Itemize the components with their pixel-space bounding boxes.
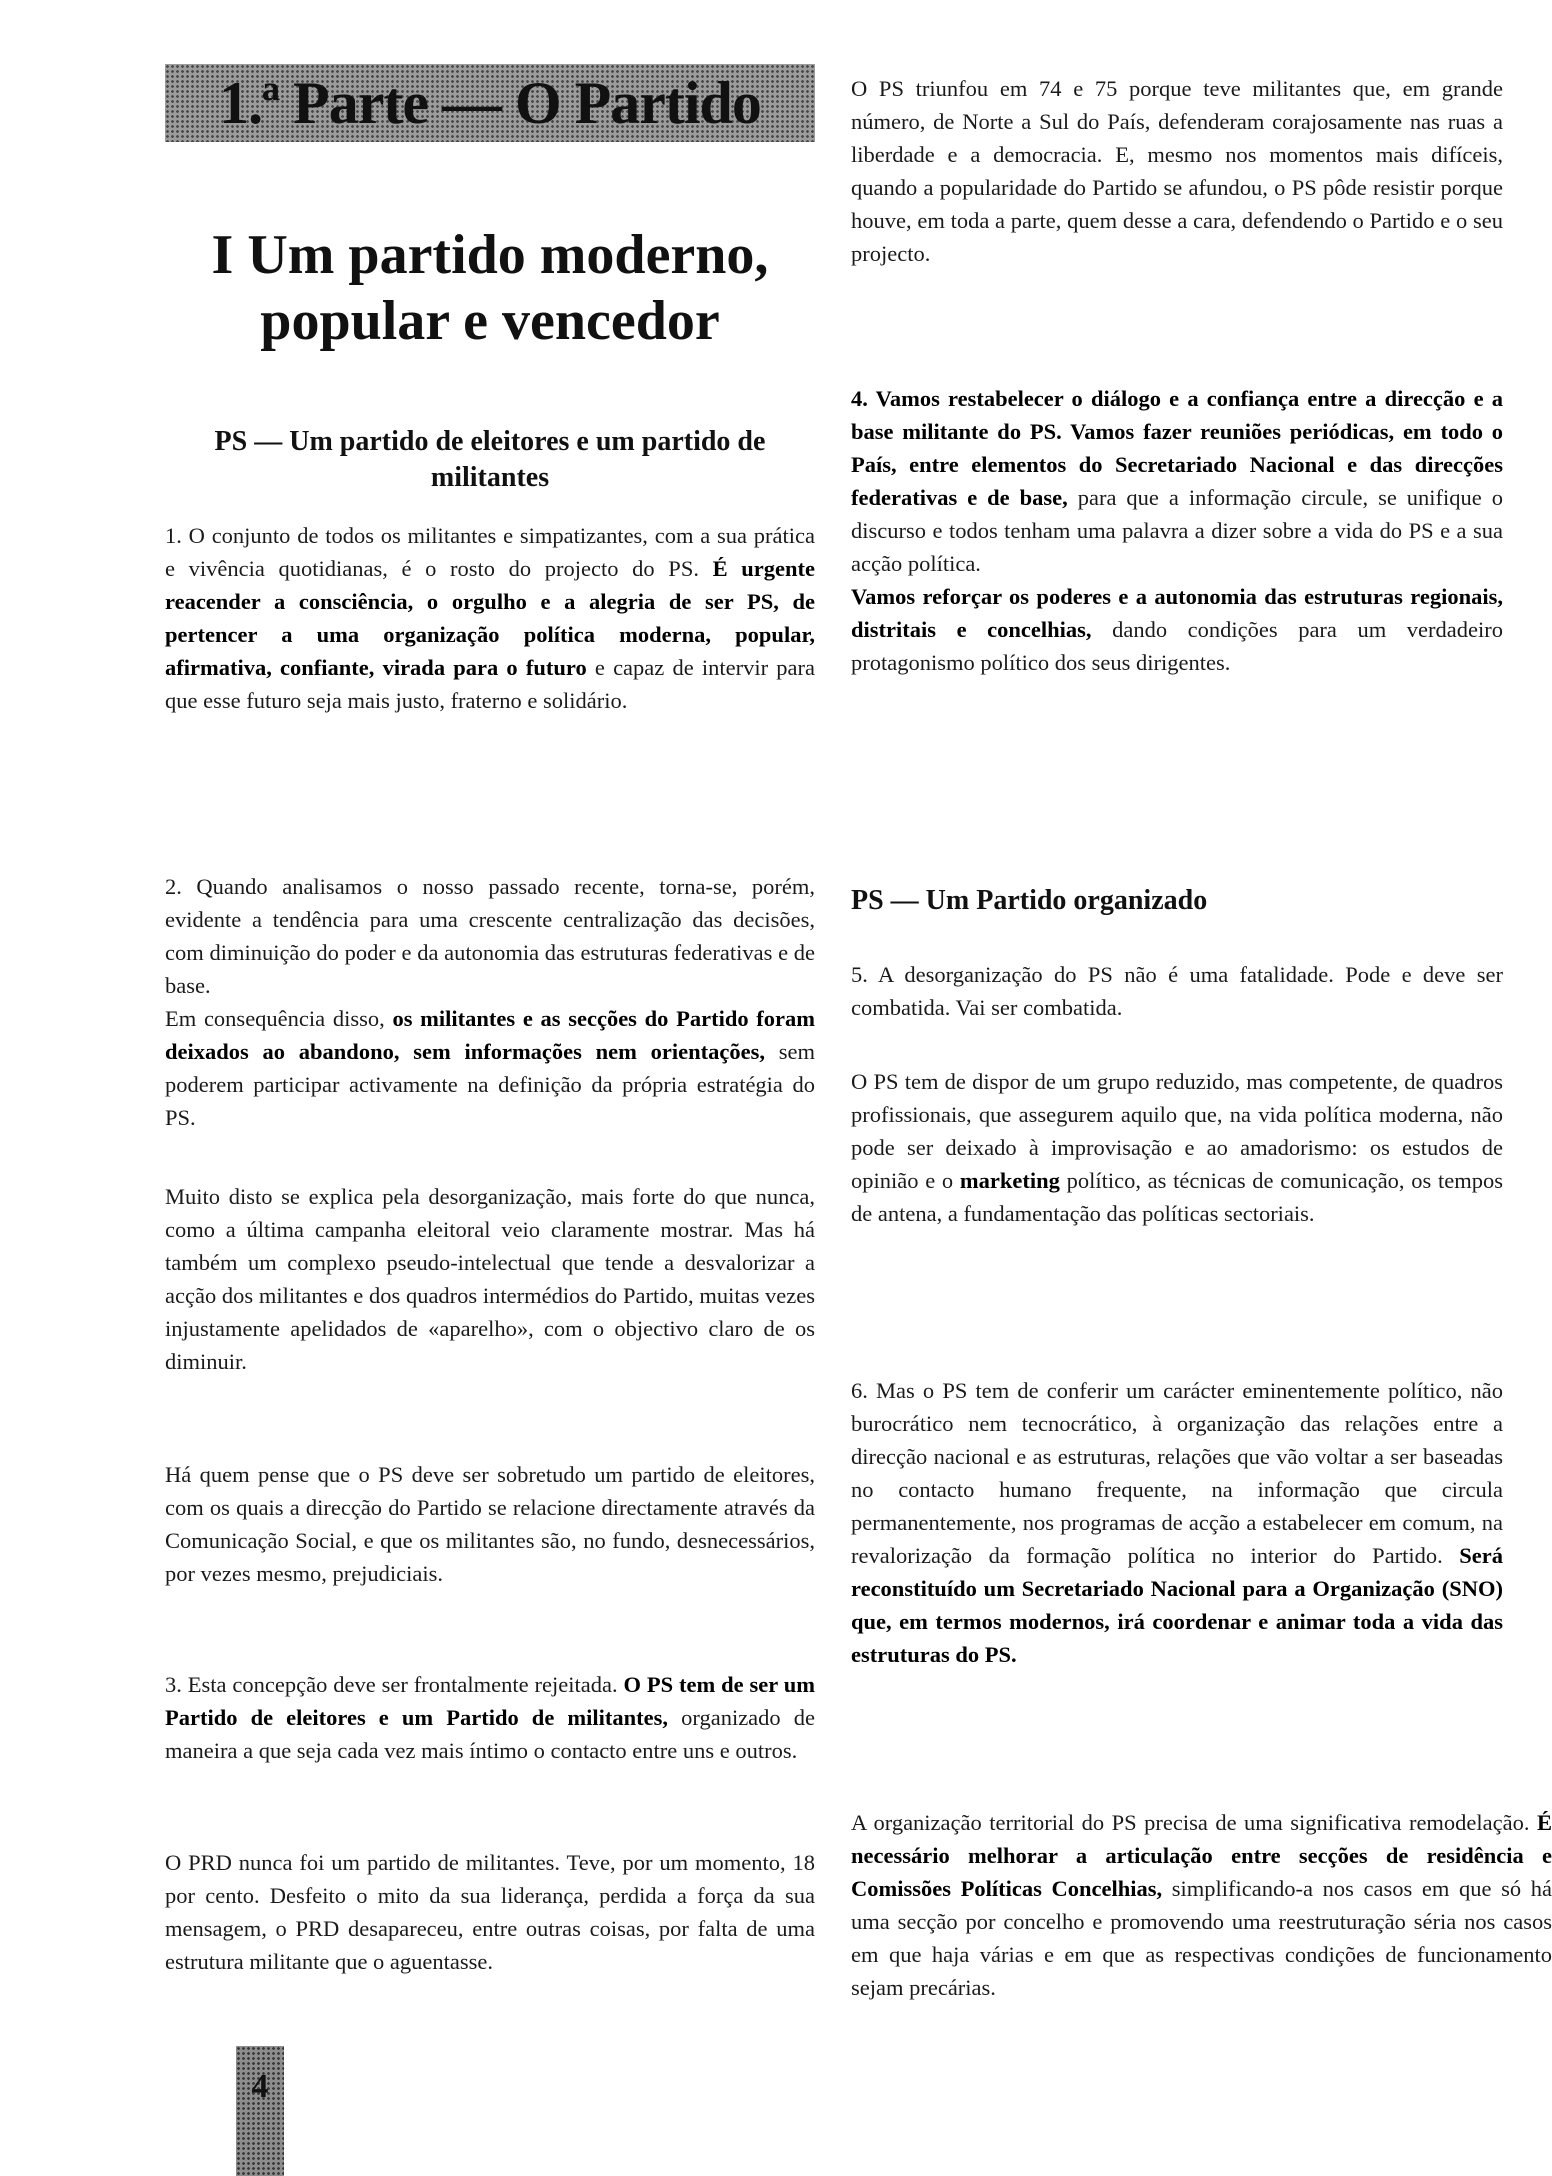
paragraph-2 [165,870,815,1134]
page-title-line-2: popular e vencedor [260,290,720,352]
paragraph-2-eleitores: Há quem pense que o PS deve ser sobretudo um partido de eleitores, com os quais a direcção do Partido se relacione directamente através da Comunicação Social, e que os militantes são, no fundo, desnecessários, por vezes mesmo, prejudiciais. [165,1462,815,1586]
paragraph-text: A desorganização do PS não é uma fatalidade. Pode e deve ser combatida. Vai ser combatida. [851,962,1503,1020]
paragraph-bold-text: marketing [959,1168,1060,1193]
paragraph-bold-text: É necessário melhorar a articulação entre secções de residência e Comissões Políticas Concelhias, [851,1810,1552,1901]
paragraph-number: 1. [165,523,182,548]
paragraph-text: sem poderem participar activamente na definição da própria estratégia do PS. [165,1039,815,1130]
paragraph-text: O conjunto de todos os militantes e simpatizantes, com a sua prática e vivência quotidianas, é o rosto do projecto do PS. [165,523,815,581]
paragraph-text: O PS tem de dispor de um grupo reduzido, mas competente, de quadros profissionais, que assegurem aquilo que, na vida política moderna, não pode ser deixado à improvisação e ao amadorismo: os estudos de opinião e o [851,1069,1503,1193]
paragraph-5-quadros [851,1065,1503,1230]
page-number: 4 [251,2068,269,2105]
paragraph-text: Mas o PS tem de conferir um carácter eminentemente político, não burocrático nem tecnocrático, à organização das relações entre a direcção nacional e as estruturas, relações que vão voltar a ser baseadas no contacto humano frequente, na informação que circula permanentemente, nos programas de acção a estabelecer em comum, na revalorização da formação política no interior do Partido. [851,1378,1503,1568]
paragraph-6-territorial [851,1806,1552,2004]
paragraph-bold-text: 4. Vamos restabelecer o diálogo e a confiança entre a direcção e a base militante do PS. Vamos fazer reuniões periódicas, em todo o País, entre elementos do Secretariado Nacional e das direcções federativas e de base, [851,386,1503,510]
page-title [165,222,815,354]
paragraph-number: 6. [851,1378,868,1403]
part-banner-text: 1.ª Parte — O Partido [219,69,761,136]
paragraph-text: Em consequência disso, [165,1006,393,1031]
part-banner [165,64,815,142]
paragraph-bold-text: É urgente reacender a consciência, o orgulho e a alegria de ser PS, de pertencer a uma organização política moderna, popular, afirmativa, confiante, virada para o futuro [165,556,815,680]
paragraph-bold-text: os militantes e as secções do Partido foram deixados ao abandono, sem informações nem orientações, [165,1006,816,1064]
paragraph-number: 2. [165,874,182,899]
paragraph-3 [165,1668,815,1767]
paragraph-text: A organização territorial do PS precisa de uma significativa remodelação. [851,1810,1537,1835]
paragraph-text: e capaz de intervir para que esse futuro seja mais justo, fraterno e solidário. [165,655,815,713]
paragraph-6 [851,1374,1503,1671]
paragraph-text: organizado de maneira a que seja cada vez mais íntimo o contacto entre uns e outros. [165,1705,815,1763]
section-heading-militantes: PS — Um partido de eleitores e um partido de militantes [214,426,766,493]
paragraph-number: 5. [851,962,868,987]
paragraph-4 [851,382,1503,679]
paragraph-triunfo: O PS triunfou em 74 e 75 porque teve militantes que, em grande número, de Norte a Sul do País, defenderam corajosamente nas ruas a liberdade e a democracia. E, mesmo nos momentos mais difíceis, quando a popularidade do Partido se afundou, o PS pôde resistir porque houve, em toda a parte, quem desse a cara, defendendo o Partido e o seu projecto. [851,76,1503,266]
paragraph-2-desorganizacao: Muito disto se explica pela desorganização, mais forte do que nunca, como a última campanha eleitoral veio claramente mostrar. Mas há também um complexo pseudo-intelectual que tende a desvalorizar a acção dos militantes e dos quadros intermédios do Partido, muitas vezes injustamente apelidados de «aparelho», com o objectivo claro de os diminuir. [165,1184,815,1374]
paragraph-text: para que a informação circule, se unifique o discurso e todos tenham uma palavra a dizer sobre a vida do PS e a sua acção política. [851,485,1503,576]
paragraph-5 [851,958,1503,1024]
page-title-line-1: I Um partido moderno, [211,224,769,286]
paragraph-3-prd: O PRD nunca foi um partido de militantes. Teve, por um momento, 18 por cento. Desfeito o mito da sua liderança, perdida a força da sua mensagem, o PRD desapareceu, entre outras coisas, por falta de uma estrutura militante que o aguentasse. [165,1850,815,1974]
paragraph-text: político, as técnicas de comunicação, os tempos de antena, a fundamentação das políticas sectoriais. [851,1168,1503,1226]
paragraph-text: Esta concepção deve ser frontalmente rejeitada. [181,1672,624,1697]
paragraph-bold-text: Vamos reforçar os poderes e a autonomia das estruturas regionais, distritais e concelhias, [851,584,1503,642]
paragraph-number: 3. [165,1672,182,1697]
paragraph-bold-text: Será reconstituído um Secretariado Nacional para a Organização (SNO) que, em termos modernos, irá coordenar e animar toda a vida das estruturas do PS. [851,1543,1503,1667]
paragraph-text: simplificando-a nos casos em que só há uma secção por concelho e promovendo uma reestruturação séria nos casos em que haja várias e em que as respectivas condições de funcionamento sejam precárias. [851,1876,1552,2000]
paragraph-1 [165,519,815,717]
section-heading-organizado: PS — Um Partido organizado [851,885,1208,916]
page-number-block [236,2046,284,2176]
paragraph-text: dando condições para um verdadeiro protagonismo político dos seus dirigentes. [851,617,1504,675]
paragraph-bold-text: O PS tem de ser um Partido de eleitores e um Partido de militantes, [165,1672,815,1730]
paragraph-text: Quando analisamos o nosso passado recente, torna-se, porém, evidente a tendência para uma crescente centralização das decisões, com diminuição do poder e da autonomia das estruturas federativas e de base. [165,874,815,998]
